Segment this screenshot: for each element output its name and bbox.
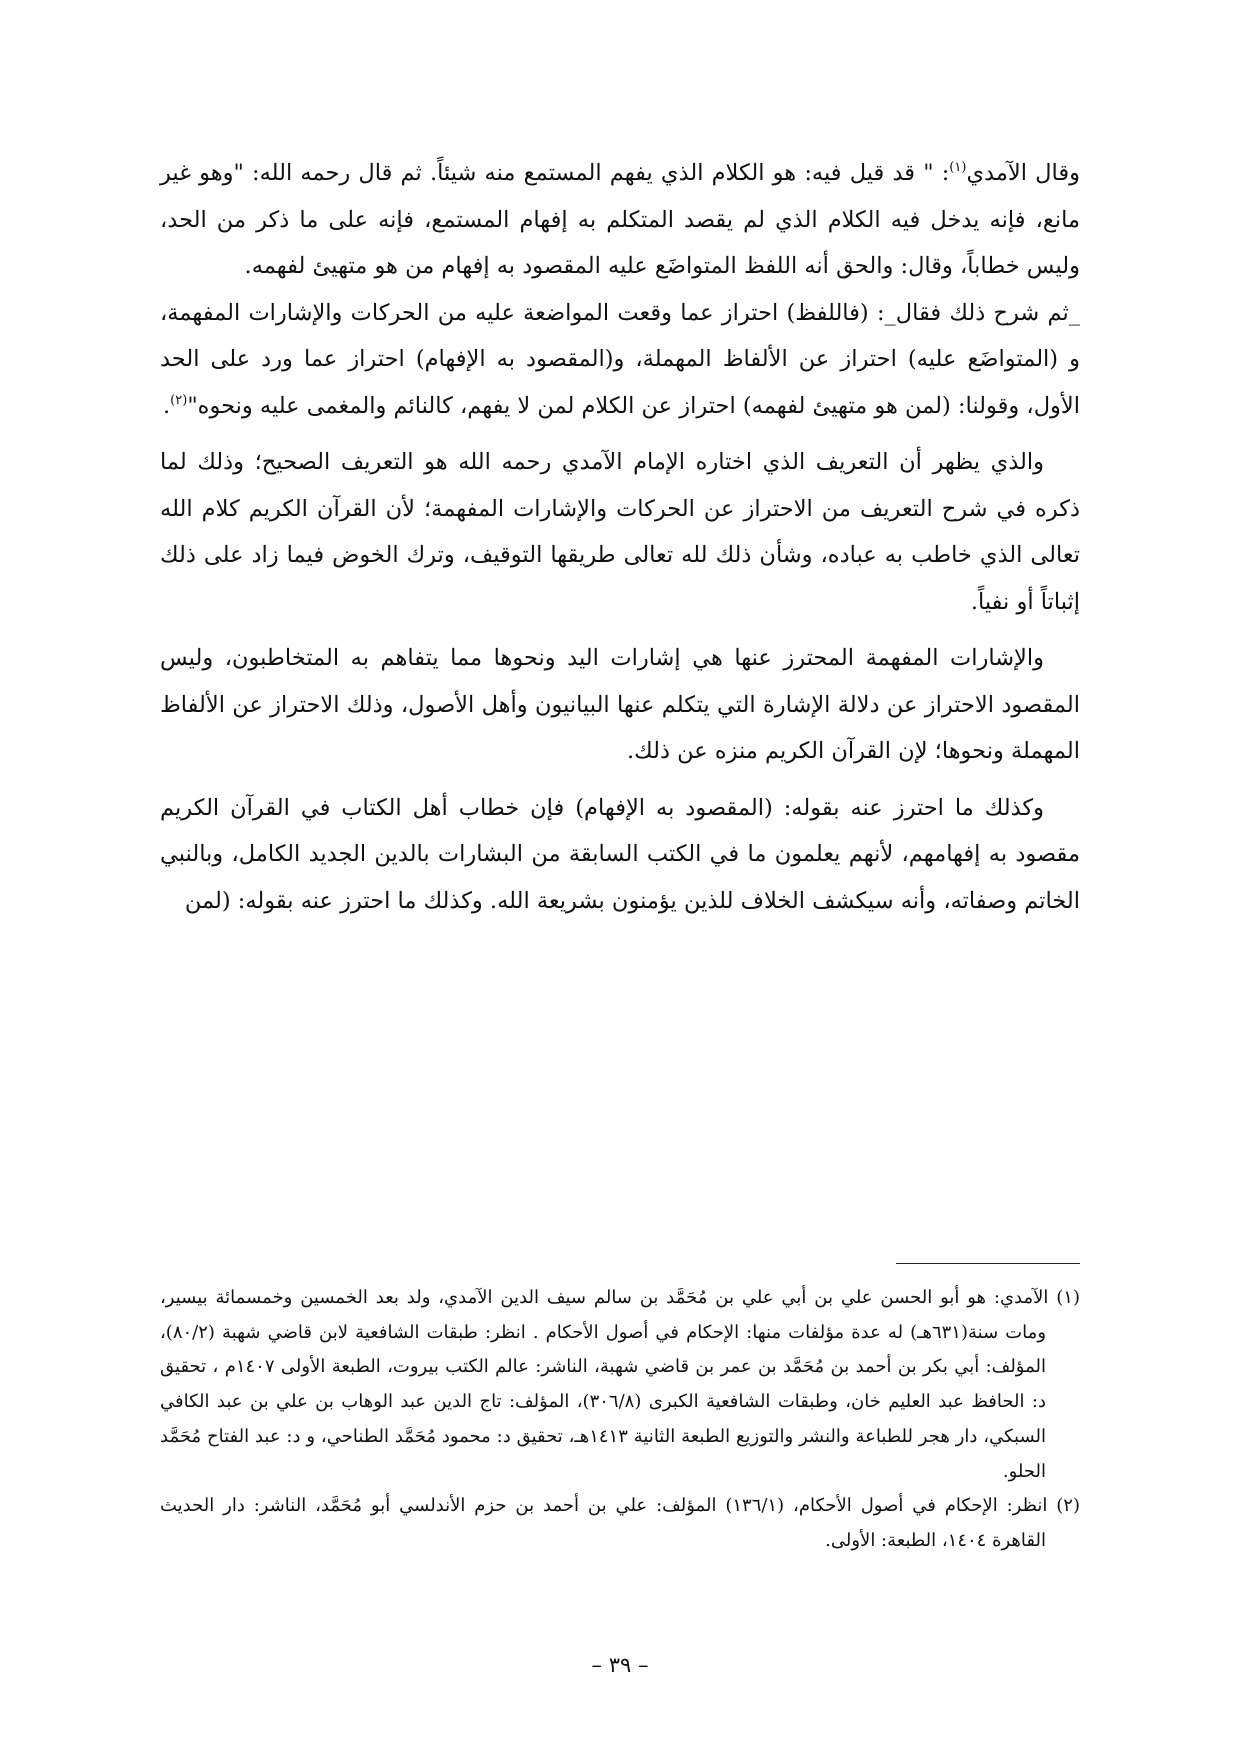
paragraph-3 <box>160 439 1080 625</box>
paragraph-2-text: _ثم شرح ذلك فقال_: (فاللفظ) احتراز عما وقعت المواضعة عليه من الحركات والإشارات المفهمة، و (المتواضَع عليه) احتراز عن الألفاظ المهملة، و(المقصود به الإفهام) احتراز عما ورد على الحد الأول، وقولنا: (لمن هو متهيئ لفهمه) احتراز عن الكلام لمن لا يفهم، كالنائم والمغمى عليه ونحوه" <box>160 299 1080 419</box>
page-number: – ٣٩ – <box>591 1653 649 1677</box>
paragraph-1 <box>160 150 1080 290</box>
paragraph-3-text: والذي يظهر أن التعريف الذي اختاره الإمام الآمدي رحمه الله هو التعريف الصحيح؛ وذلك لما ذكره في شرح التعريف من الاحتراز عن الحركات والإشارات المفهمة؛ لأن القرآن الكريم كلام الله تعالى الذي خاطب به عباده، وشأن ذلك لله تعالى طريقها التوقيف، وترك الخوض فيما زاد على ذلك إثباتاً أو نفياً. <box>160 449 1080 615</box>
footnote-ref-2: (٢) <box>170 392 188 408</box>
footnote-ref-1: (١) <box>949 160 967 175</box>
paragraph-5-text: وكذلك ما احترز عنه بقوله: (المقصود به الإفهام) فإن خطاب أهل الكتاب في القرآن الكريم مقصود به إفهامهم، لأنهم يعلمون ما في الكتب السابقة من البشارات بالدين الجديد الكامل، وبالنبي الخاتم وصفاته، وأنه سيكشف الخلاف للذين يؤمنون بشريعة الله. وكذلك ما احترز عنه بقوله: (لمن <box>160 794 1080 914</box>
paragraph-1-rest: : " قد قيل فيه: هو الكلام الذي يفهم المستمع منه شيئاً. ثم قال رحمه الله: "وهو غير مانع، فإنه يدخل فيه الكلام الذي لم يقصد المتكلم به إفهام المستمع، فإنه على ما ذكر من الحد، وليس خطاباً، وقال: والحق أنه اللفظ المتواضَع عليه المقصود به إفهام من هو متهيئ لفهمه. <box>160 160 1080 279</box>
footnote-2: (٢) انظر: الإحكام في أصول الأحكام، (١٣٦/١) المؤلف: علي بن أحمد بن حزم الأندلسي أبو مُحَمَّد، الناشر: دار الحديث القاهرة ١٤٠٤، الطبعة: الأولى. <box>160 1495 1080 1551</box>
main-text <box>160 150 1080 924</box>
footnotes <box>160 1281 1080 1559</box>
paragraph-1-text: وقال الآمدي <box>966 160 1080 186</box>
paragraph-2-rest: . <box>163 392 171 419</box>
paragraph-2 <box>160 290 1080 430</box>
paragraph-4 <box>160 635 1080 775</box>
footnote-divider <box>896 1263 1080 1264</box>
paragraph-4-text: والإشارات المفهمة المحترز عنها هي إشارات اليد ونحوها مما يتفاهم به المتخاطبون، وليس المقصود الاحتراز عن دلالة الإشارة التي يتكلم عنها البيانيون وأهل الأصول، وذلك الاحتراز عن الألفاظ المهملة ونحوها؛ لإن القرآن الكريم منزه عن ذلك. <box>160 645 1080 764</box>
paragraph-5 <box>160 785 1080 925</box>
footnote-1: (١) الآمدي: هو أبو الحسن علي بن أبي علي بن مُحَمَّد بن سالم سيف الدين الآمدي، ولد بعد الخمسين وخمسمائة بيسير، ومات سنة(٦٣١هـ) له عدة مؤلفات منها: الإحكام في أصول الأحكام . انظر: طبقات الشافعية لابن قاضي شهبة (٨٠/٢)، المؤلف: أبي بكر بن أحمد بن مُحَمَّد بن عمر بن قاضي شهبة، الناشر: عالم الكتب بيروت، الطبعة الأولى ١٤٠٧م ، تحقيق د: الحافظ عبد العليم خان، وطبقات الشافعية الكبرى (٣٠٦/٨)، المؤلف: تاج الدين عبد الوهاب بن علي بن عبد الكافي السبكي، دار هجر للطباعة والنشر والتوزيع الطبعة الثانية ١٤١٣هـ، تحقيق د: محمود مُحَمَّد الطناحي، و د: عبد الفتاح مُحَمَّد الحلو. <box>160 1287 1080 1482</box>
